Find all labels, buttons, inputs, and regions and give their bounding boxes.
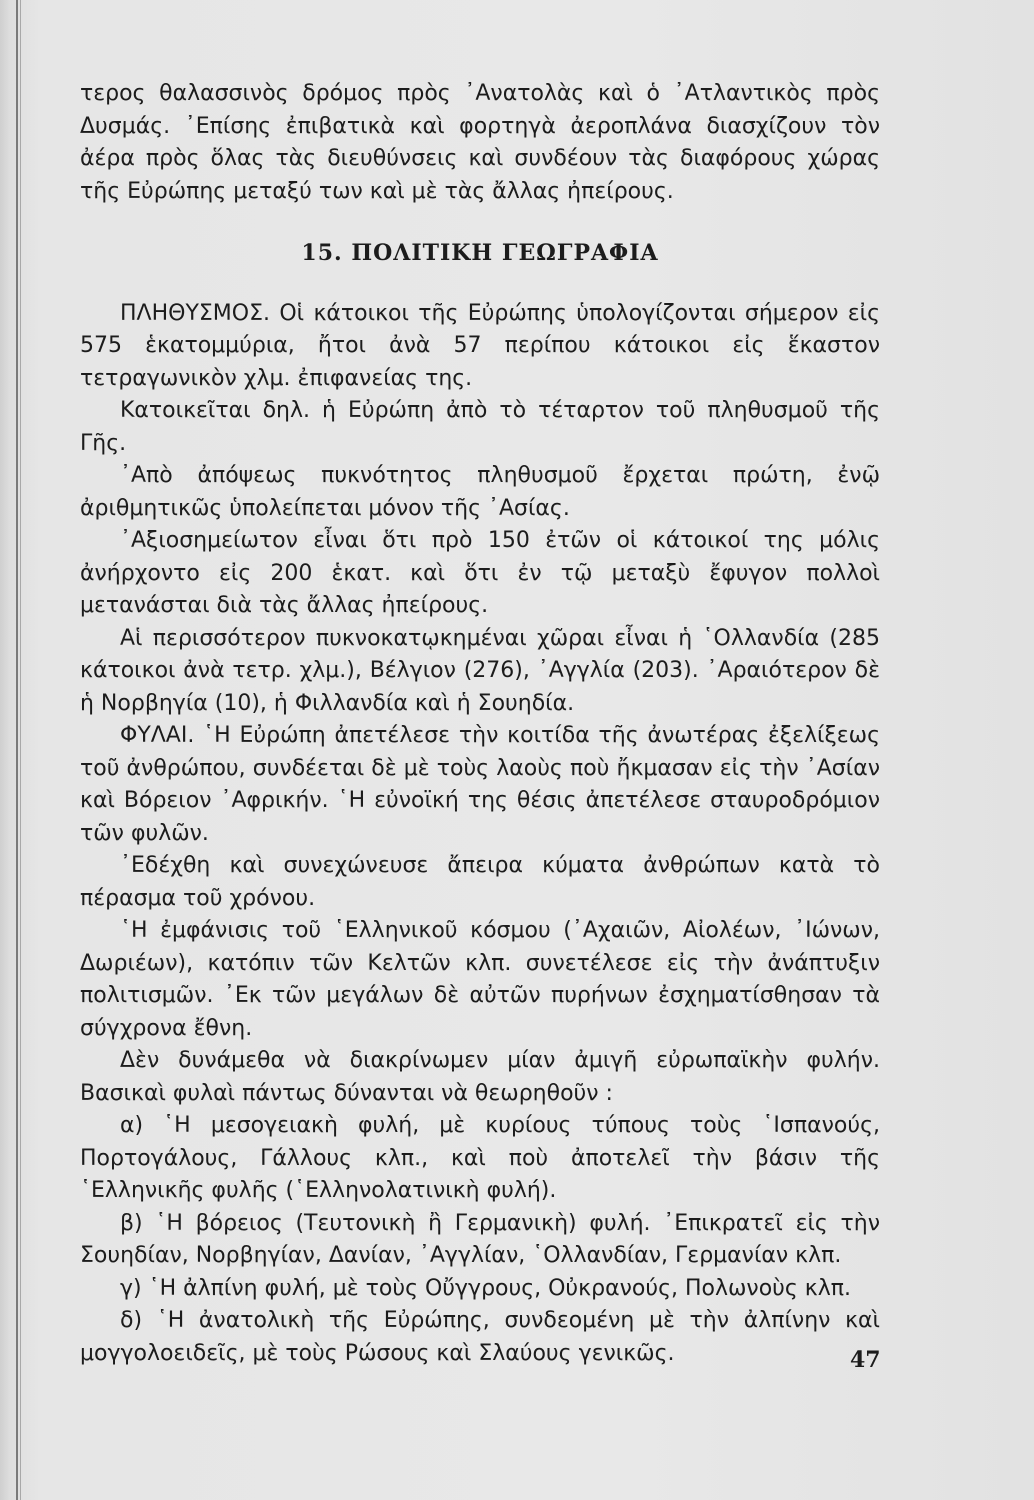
paragraph-population: ΠΛΗΘΥΣΜΟΣ. Οἱ κάτοικοι τῆς Εὐρώπης ὑπολογίζονται σήμερον εἰς 575 ἑκατομμύρια, ἤτοι ἀνὰ 57 περίπου κάτοικοι εἰς ἕκαστον τετραγωνικὸν χλμ. ἐπιφανείας της.: [80, 300, 880, 391]
list-item-northern: β) ῾Η βόρειος (Τευτονικὴ ἢ Γερμανικὴ) φυλή. ᾿Επικρατεῖ εἰς τὴν Σουηδίαν, Νορβηγίαν, Δανίαν, ᾿Αγγλίαν, ῾Ολλανδίαν, Γερμανίαν κλπ.: [80, 1210, 880, 1268]
paragraph-dense-countries: Αἱ περισσότερον πυκνοκατῳκημέναι χῶραι εἶναι ἡ ῾Ολλανδία (285 κάτοικοι ἀνὰ τετρ. χλμ.), Βέλγιον (276), ᾿Αγγλία (203). ᾿Αραιότερον δὲ ἡ Νορβηγία (10), ἡ Φιλλανδία καὶ ἡ Σουηδία.: [80, 625, 880, 716]
spine-shadow-inner: [20, 0, 21, 1500]
paragraph-greek-world: ῾Η ἐμφάνισις τοῦ ῾Ελληνικοῦ κόσμου (᾿Αχαιῶν, Αἰολέων, ᾿Ιώνων, Δωριέων), κατόπιν τῶν Κελτῶν κλπ. συνετέλεσε εἰς τὴν ἀνάπτυξιν πολιτισμῶν. ᾿Εκ τῶν μεγάλων δὲ αὐτῶν πυρήνων ἐσχηματίσθησαν τὰ σύγχρονα ἔθνη.: [80, 918, 880, 1041]
paragraph-races: ΦΥΛΑΙ. ῾Η Εὐρώπη ἀπετέλεσε τὴν κοιτίδα τῆς ἀνωτέρας ἐξελίξεως τοῦ ἀνθρώπου, συνδέεται δὲ μὲ τοὺς λαοὺς ποὺ ἤκμασαν εἰς τὴν ᾿Ασίαν καὶ Βόρειον ᾿Αφρικήν. ῾Η εὐνοϊκή της θέσις ἀπετέλεσε σταυροδρόμιον τῶν φυλῶν.: [80, 723, 880, 846]
paragraph-waves: ᾿Εδέχθη καὶ συνεχώνευσε ἄπειρα κύματα ἀνθρώπων κατὰ τὸ πέρασμα τοῦ χρόνου.: [80, 853, 880, 911]
page-number: 47: [850, 1347, 881, 1373]
list-item-mediterranean: α) ῾Η μεσογειακὴ φυλή, μὲ κυρίους τύπους τοὺς ῾Ισπανούς, Πορτογάλους, Γάλλους κλπ., καὶ ποὺ ἀποτελεῖ τὴν βάσιν τῆς ῾Ελληνικῆς φυλῆς (῾Ελληνολατινικὴ φυλή).: [80, 1113, 880, 1203]
spine-shadow: [16, 0, 18, 1500]
paragraph-density: ᾿Απὸ ἀπόψεως πυκνότητος πληθυσμοῦ ἔρχεται πρώτη, ἐνῷ ἀριθμητικῶς ὑπολείπεται μόνον τῆς ᾿Ασίας.: [80, 463, 880, 521]
list-item-eastern: δ) ῾Η ἀνατολικὴ τῆς Εὐρώπης, συνδεομένη μὲ τὴν ἀλπίνην καὶ μογγολοειδεῖς, μὲ τοὺς Ρώσους καὶ Σλαύους γενικῶς.: [80, 1308, 880, 1366]
paragraph-quarter: Κατοικεῖται δηλ. ἡ Εὐρώπη ἀπὸ τὸ τέταρτον τοῦ πληθυσμοῦ τῆς Γῆς.: [80, 398, 880, 456]
section-heading: 15. ΠΟΛΙΤΙΚΗ ΓΕΩΓΡΑΦΙΑ: [301, 240, 659, 266]
paragraph-continuation: τερος θαλασσινὸς δρόμος πρὸς ᾿Ανατολὰς καὶ ὁ ᾿Ατλαντικὸς πρὸς Δυσμάς. ᾿Επίσης ἐπιβατικὰ καὶ φορτηγὰ ἀεροπλάνα διασχίζουν τὸν ἀέρα πρὸς ὅλας τὰς διευθύνσεις καὶ συνδέουν τὰς διαφόρους χώρας τῆς Εὐρώπης μεταξύ των καὶ μὲ τὰς ἄλλας ἠπείρους.: [80, 81, 880, 204]
paragraph-history: ᾿Αξιοσημείωτον εἶναι ὅτι πρὸ 150 ἐτῶν οἱ κάτοικοί της μόλις ἀνήρχοντο εἰς 200 ἑκατ. καὶ ὅτι ἐν τῷ μεταξὺ ἔφυγον πολλοὶ μετανάσται διὰ τὰς ἄλλας ἠπείρους.: [80, 528, 880, 618]
page-text: [80, 78, 880, 1370]
list-item-alpine: γ) ῾Η ἀλπίνη φυλή, μὲ τοὺς Οὔγγρους, Οὐκρανούς, Πολωνοὺς κλπ.: [120, 1275, 852, 1301]
paragraph-basic-races: Δὲν δυνάμεθα νὰ διακρίνωμεν μίαν ἀμιγῆ εὐρωπαϊκὴν φυλήν. Βασικαὶ φυλαὶ πάντως δύνανται νὰ θεωρηθοῦν :: [80, 1048, 880, 1106]
